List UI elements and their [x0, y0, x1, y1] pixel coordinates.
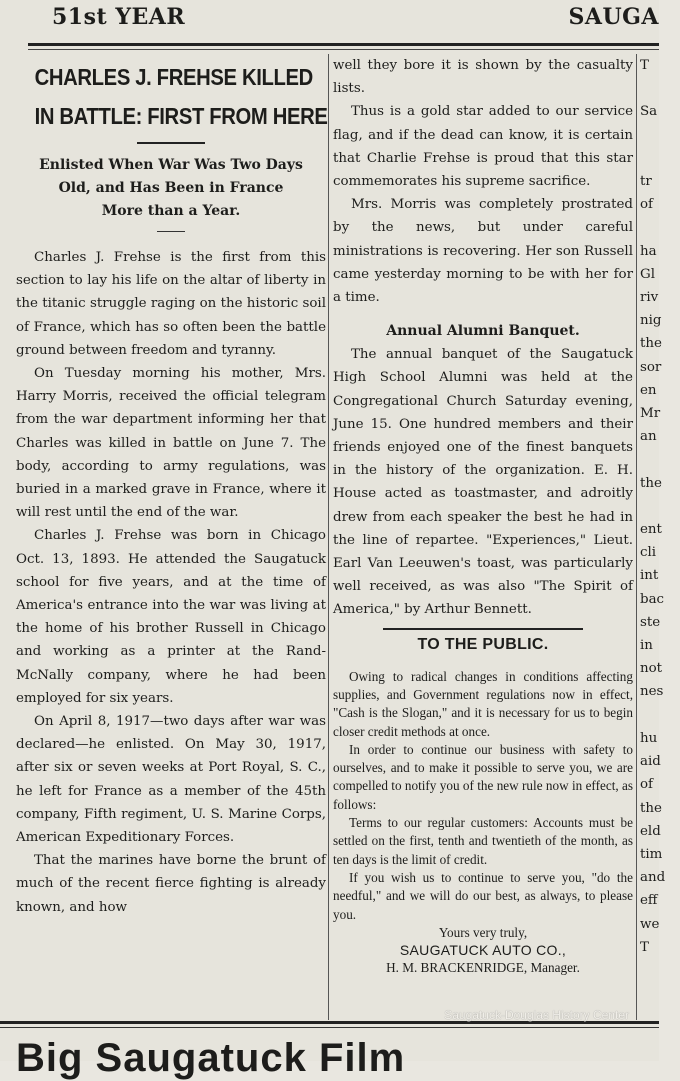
column-three-fragment [640, 124, 680, 147]
column-three-fragment: we [640, 916, 660, 932]
column-three-fragment: nig [640, 313, 662, 329]
article-headline-line1: CHARLES J. FREHSE KILLED [34, 64, 313, 90]
column-three-fragment: of [640, 197, 654, 213]
article-deck [16, 154, 326, 223]
notice-top-rule [383, 628, 583, 630]
column-three-fragment: ent [640, 522, 662, 538]
masthead-rule-thin [28, 49, 659, 50]
paragraph: Thus is a gold star added to our service flag, and if the dead can know, it is certain that Charlie Frehse is proud that this star commemorates his supreme sacrifice. [333, 104, 633, 190]
column-three-fragment: eff [640, 893, 658, 909]
column-three-fragment: of [640, 777, 654, 793]
notice-manager: H. M. BRACKENRIDGE, Manager. [386, 959, 580, 975]
paragraph: Charles J. Frehse was born in Chicago Oct. 13, 1893. He attended the Saugatuck school for five years, and at the time of America's entrance into the war was living at the home of his brother Russell in Chicago and working as a printer at the Rand-McNally company, where he had been employed for six years. [16, 528, 326, 706]
notice-paragraph: Owing to radical changes in conditions affecting supplies, and Government regulations now in effect, "Cash is the Slogan," and it is necessary for us to begin closer credit methods at once. [333, 668, 633, 739]
deck-line: Enlisted When War Was Two Days [39, 157, 303, 173]
banquet-title: Annual Alumni Banquet. [386, 323, 580, 340]
article-frehse [16, 54, 326, 919]
column-three-fragment: in [640, 638, 653, 654]
notice-title: TO THE PUBLIC. [417, 635, 549, 653]
column-three-fragment: Gl [640, 266, 655, 282]
column-three-fragment: and [640, 870, 666, 886]
masthead-year: 51st YEAR [52, 4, 186, 30]
column-three-fragment: en [640, 382, 657, 398]
column-three-cropped [640, 54, 680, 959]
public-notice [333, 628, 633, 976]
watermark-text: Saugatuck-Douglas History Center [444, 1008, 629, 1022]
column-divider [636, 54, 637, 1020]
article-body [16, 246, 326, 919]
column-three-fragment: eld [640, 823, 661, 839]
column-three-fragment [640, 147, 680, 170]
column-three-fragment [640, 704, 680, 727]
bottom-rule-thin [0, 1027, 659, 1028]
next-headline: Big Saugatuck Film [16, 1036, 406, 1080]
column-three-fragment: T [640, 58, 649, 73]
column-three-fragment: the [640, 800, 662, 816]
notice-paragraph: If you wish us to continue to serve you, "do the needful," and we will do our best, as always, to please you. [333, 869, 633, 922]
column-three-fragment: ste [640, 614, 661, 630]
column-three-fragment: the [640, 336, 662, 352]
column-three-fragment: tr [640, 174, 652, 190]
column-three-fragment: nes [640, 684, 664, 700]
paragraph: Charles J. Frehse is the first from this section to lay his life on the altar of liberty in the titanic struggle raging on the historic soil of France, which has so often been the battle ground between freedom and tyranny. [16, 250, 326, 358]
notice-paragraph: In order to continue our business with safety to ourselves, and to make it possible to serve you, we are compelled to notify you of the new rule now in effect, as follows: [333, 741, 633, 812]
column-three-fragment: Mr [640, 406, 661, 422]
column-three-fragment: Sa [640, 104, 658, 120]
notice-paragraph: Terms to our regular customers: Accounts must be settled on the first, tenth and twentieth of the month, as ten days is the limit of credit. [333, 815, 633, 867]
deck-line: More than a Year. [101, 203, 241, 219]
column-three-fragment [640, 216, 680, 239]
paragraph: On Tuesday morning his mother, Mrs. Harry Morris, received the official telegram from the war department informing her that Charles was killed in battle on June 7. The body, according to army regulations, was buried in a marked grave in France, where it will rest until the end of the war. [16, 366, 326, 521]
column-three-fragment: riv [640, 290, 659, 306]
column-three-fragment: ha [640, 243, 657, 259]
column-three-fragment [640, 77, 680, 100]
banquet-text: The annual banquet of the Saugatuck High School Alumni was held at the Congregational Church Saturday evening, June 15. One hundred members and their friends enjoyed one of the finest banquets in the history of the organization. E. H. House acted as toastmaster, and adroitly drew from each speaker the best he had in the line of repartee. "Experiences," Lieut. Earl Van Leeuwen's toast, was particularly well received, as was also "The Spirit of America," by Arthur Bennett. [333, 347, 633, 618]
column-three-fragment: the [640, 475, 662, 491]
column-three-fragment: int [640, 568, 659, 584]
column-three-fragment: aid [640, 754, 661, 770]
paragraph: On April 8, 1917—two days after war was declared—he enlisted. On May 30, 1917, after six or seven weeks at Port Royal, S. C., he left for France as a member of the 45th company, Fifth regiment, U. S. Marine Corps, American Expeditionary Forces. [16, 714, 326, 846]
notice-company: SAUGATUCK AUTO CO., [399, 941, 567, 958]
column-divider [328, 54, 329, 1020]
column-three-fragment: not [640, 661, 663, 677]
column-three-fragment: cli [640, 545, 657, 561]
masthead-title: SAUGA [568, 4, 659, 30]
column-two [333, 54, 633, 976]
notice-closing: Yours very truly, [438, 924, 528, 940]
column-three-fragment: bac [640, 591, 665, 607]
article-headline-line2: IN BATTLE: FIRST FROM HERE [34, 103, 328, 129]
column-three-fragment: sor [640, 359, 662, 375]
headline-divider [137, 142, 205, 144]
masthead-rule [28, 43, 659, 46]
paragraph: well they bore it is shown by the casualty lists. [333, 58, 633, 97]
deck-divider [157, 231, 185, 232]
column-three-fragment: tim [640, 846, 663, 862]
paragraph: Mrs. Morris was completely prostrated by the news, but under careful ministrations is recovering. Her son Russell came yesterday morning to be with her for a time. [333, 197, 633, 306]
column-three-fragment [640, 448, 680, 471]
column-three-fragment [640, 495, 680, 518]
column-three-fragment: an [640, 429, 657, 445]
paragraph: That the marines have borne the brunt of much of the recent fierce fighting is already known, and how [16, 853, 326, 915]
column-three-fragment: T [640, 939, 649, 955]
column-three-fragment: hu [640, 730, 658, 746]
deck-line: Old, and Has Been in France [58, 180, 284, 196]
